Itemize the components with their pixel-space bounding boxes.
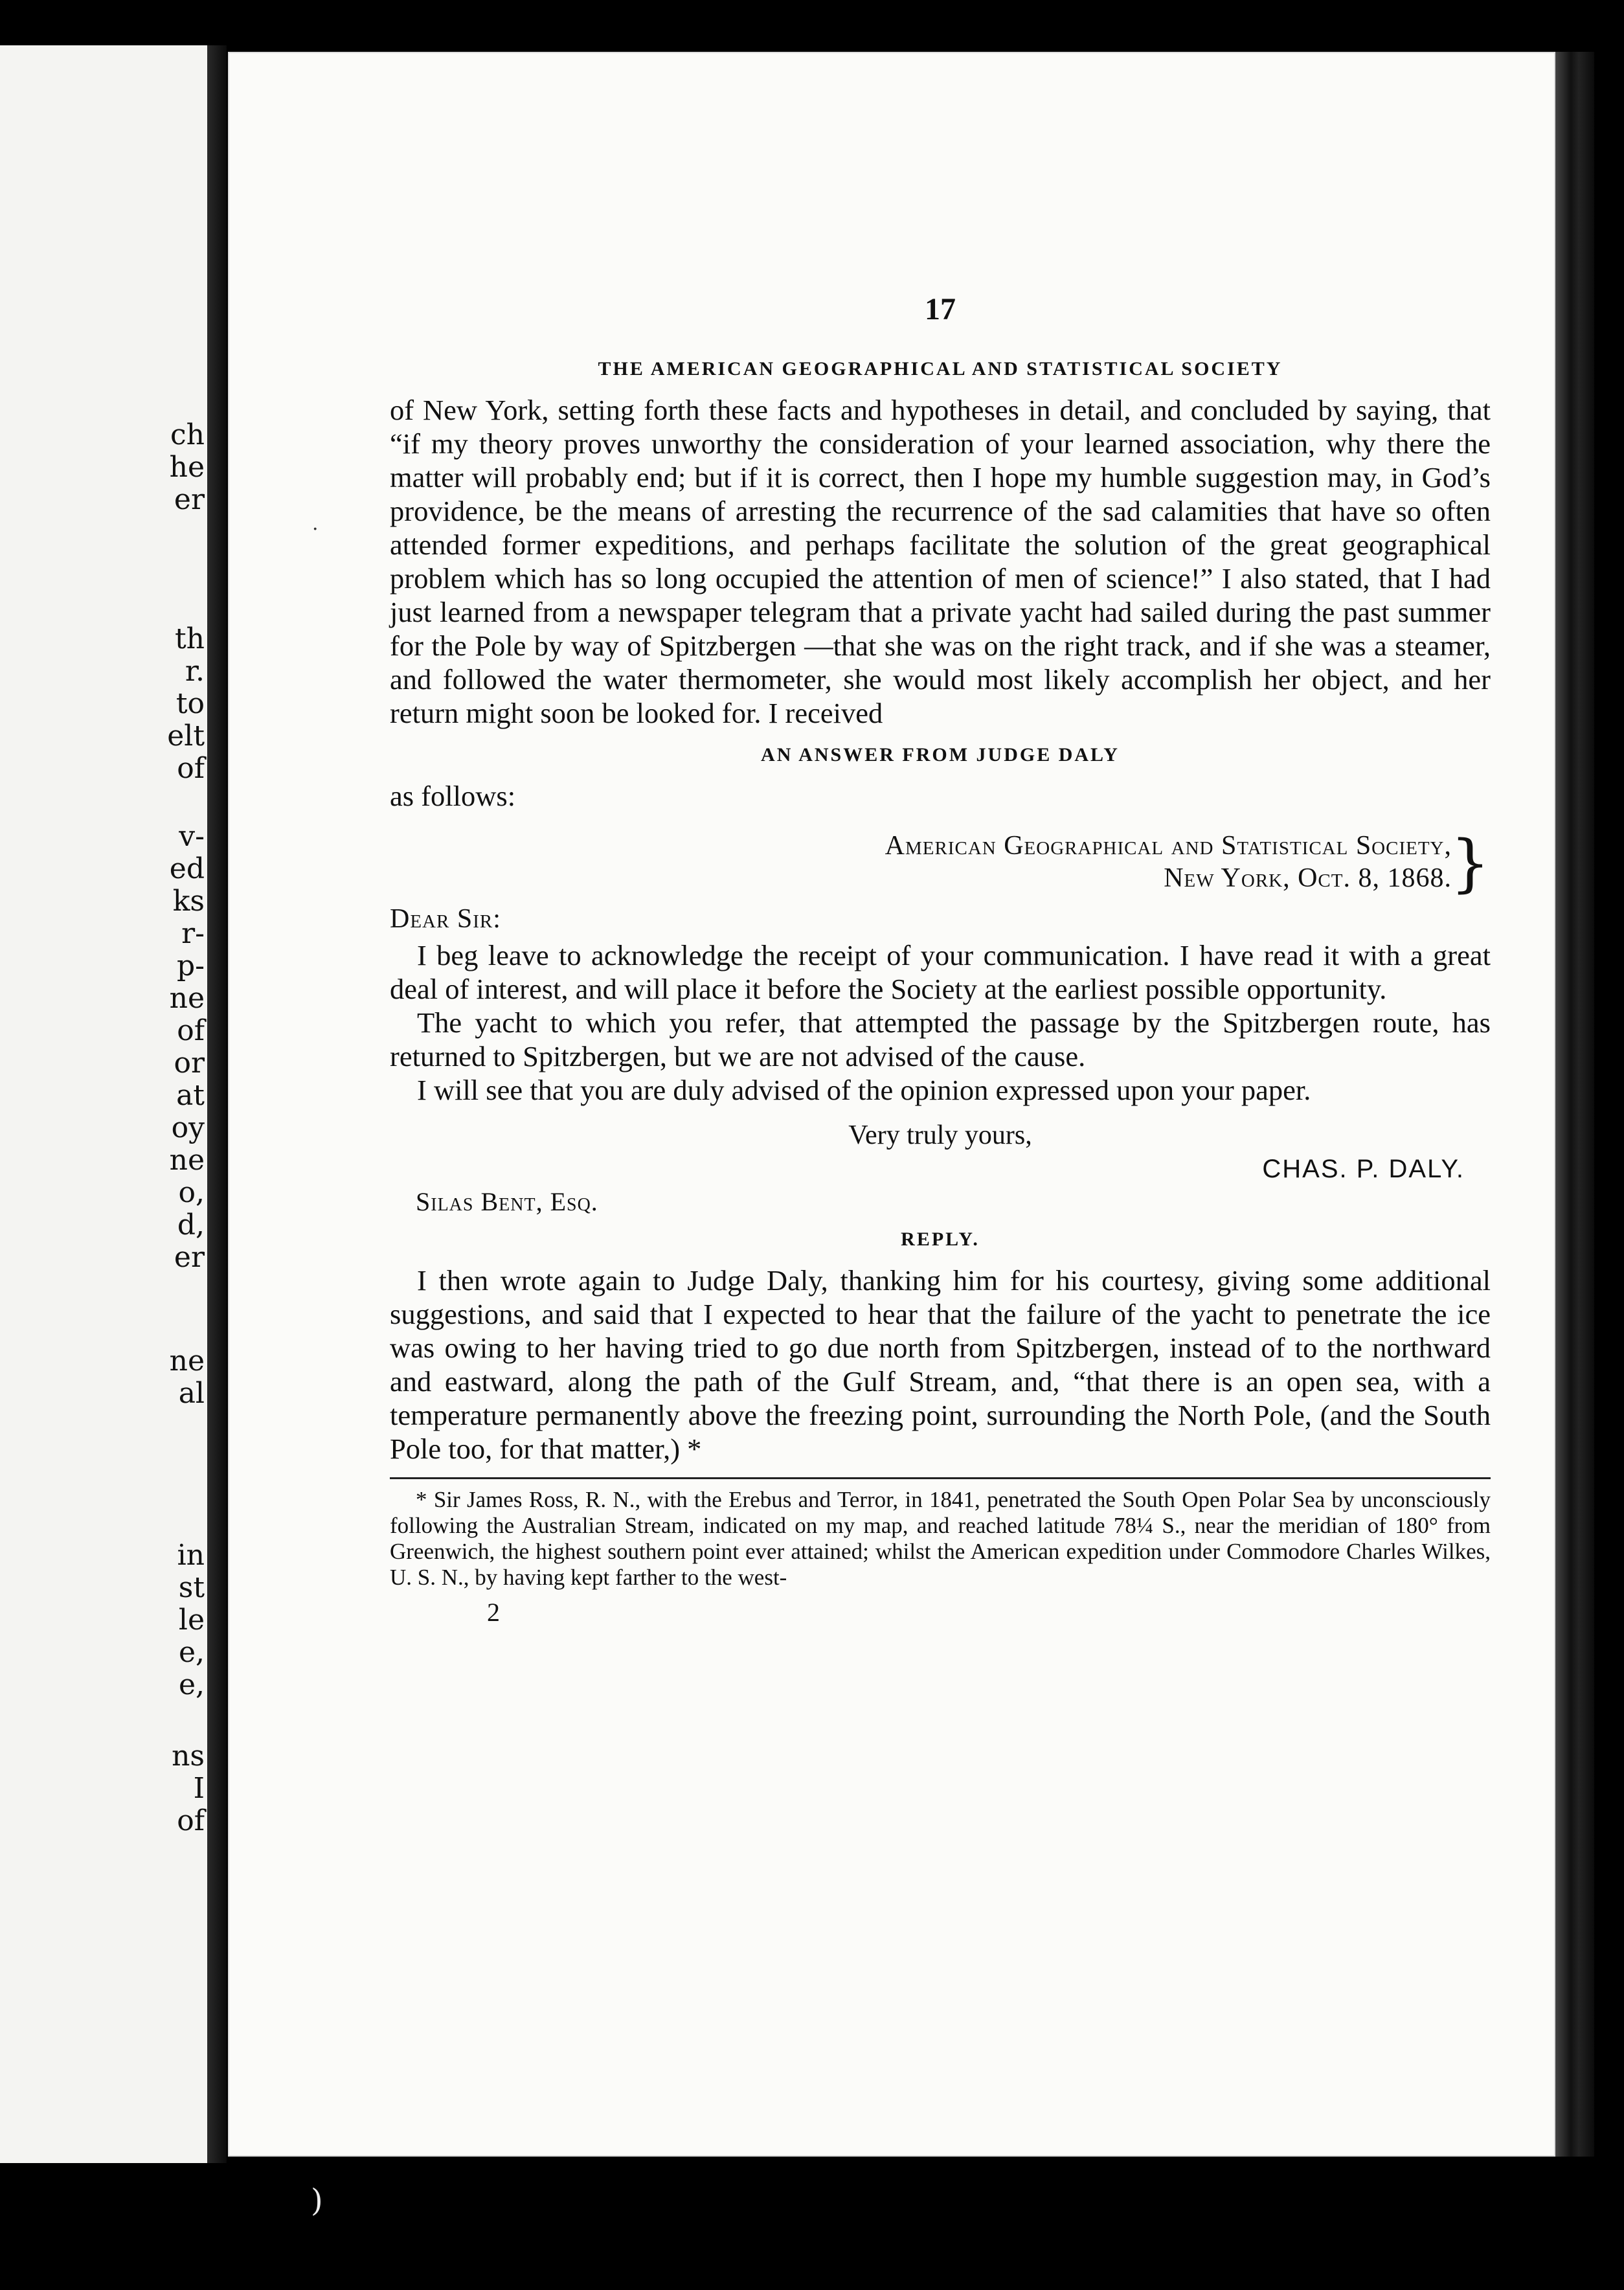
left-page-fragment: th [174, 622, 205, 655]
left-page-fragment: of [177, 1014, 205, 1047]
left-page-fragment: ne [169, 1344, 205, 1377]
letter-heading [390, 827, 1491, 900]
left-page-fragment: of [177, 1804, 205, 1837]
left-facing-page [0, 45, 207, 2163]
left-page-fragment: elt [167, 720, 205, 753]
paragraph-1: of New York, setting forth these facts and hypotheses in detail, and concluded by saying, that “if my theory proves unworthy the consideration of your learned association, why there the matter will probably end; but if it is correct, then I hope my humble suggestion may, in God’s providence, be the means of arresting the recurrence of the sad calamities that have so often attended former expeditions, and perhaps facilitate the solution of the great geographical problem which has so long occupied the attention of men of science!” I also stated, that I had just learned from a newspaper telegram that a private yacht had sailed during the past summer for the Pole by way of Spitzbergen —that she was on the right track, and if she was a steamer, and followed the water thermometer, she would most likely accomplish her object, and her return might soon be looked for. I received [390, 394, 1491, 729]
left-page-fragment: st [178, 1571, 205, 1604]
left-page-fragment: at [176, 1079, 205, 1112]
left-page-fragment: d, [177, 1208, 205, 1241]
letter-paragraph-2: The yacht to which you refer, that attempted the passage by the Spitzbergen route, has returned to Spitzbergen, but we are not advised of the cause. [390, 1006, 1491, 1072]
left-page-fragment: r. [185, 655, 205, 688]
left-page-fragment: ks [172, 885, 205, 918]
page-body [390, 291, 1491, 1627]
bottom-mark: ) [311, 2182, 323, 2219]
left-page-fragment: I [193, 1772, 205, 1805]
left-page-fragment: e, [178, 1668, 205, 1701]
section-heading-answer: AN ANSWER FROM JUDGE DALY [761, 744, 1120, 765]
as-follows: as follows: [390, 780, 516, 812]
page-number: 17 [925, 292, 956, 326]
left-page-fragment: to [175, 687, 205, 720]
letter-heading-date: New York, Oct. 8, 1868. [1164, 863, 1452, 893]
addressee: Silas Bent, Esq. [416, 1187, 598, 1216]
section-heading-reply: REPLY. [901, 1229, 980, 1250]
letter-heading-org: American Geographical and Statistical Society, [885, 831, 1452, 861]
gutter-shadow [207, 45, 227, 2163]
signature-mark: 2 [487, 1598, 500, 1627]
left-page-fragment: or [174, 1047, 205, 1080]
left-page-fragment: in [177, 1539, 205, 1572]
left-page-fragment: ed [169, 852, 205, 885]
left-page-fragment: ne [169, 982, 205, 1015]
page [228, 52, 1555, 2157]
salutation: Dear Sir: [390, 904, 501, 934]
left-page-fragment: p- [176, 949, 205, 982]
left-page-fragment: ch [170, 418, 205, 451]
right-page-edge [1555, 52, 1594, 2157]
left-page-fragment: ns [172, 1740, 205, 1773]
left-page-fragment: le [178, 1604, 205, 1637]
footnote: * Sir James Ross, R. N., with the Erebus and Terror, in 1841, penetrated the South Open Polar Sea by unconsciously following the Australian Stream, indicated on my map, and reached latitude 78¼ S., near the meridian of 180° from Greenwich, the highest southern point ever attained; whilst the American expedition under Commodore Charles Wilkes, U. S. N., by having kept farther to the west- [390, 1487, 1491, 1590]
brace-mark: } [1450, 827, 1491, 900]
running-head: THE AMERICAN GEOGRAPHICAL AND STATISTICAL SOCIETY [598, 358, 1283, 380]
left-page-fragment: o, [178, 1176, 205, 1209]
closing: Very truly yours, [848, 1120, 1032, 1150]
signature: CHAS. P. DALY. [1262, 1155, 1465, 1183]
left-page-fragment: er [174, 483, 205, 516]
reply-paragraph: I then wrote again to Judge Daly, thanking him for his courtesy, giving some additional suggestions, and said that I expected to hear that the failure of the yacht to penetrate the ice was owing to her having tried to go due north from Spitzbergen, instead of to the northward and eastward, along the path of the Gulf Stream, and, “that there is an open sea, with a temperature permanently above the freezing point, surrounding the North Pole, (and the South Pole too, for that matter,) * [390, 1264, 1491, 1465]
left-page-fragment: of [177, 752, 205, 785]
left-page-fragment: e, [178, 1636, 205, 1669]
left-page-fragment: ne [169, 1144, 205, 1177]
letter-paragraph-3: I will see that you are duly advised of the opinion expressed upon your paper. [417, 1074, 1311, 1106]
left-page-fragment: er [174, 1241, 205, 1274]
left-page-fragment: oy [171, 1111, 205, 1144]
left-page-fragment: al [178, 1377, 205, 1410]
letter-paragraph-1: I beg leave to acknowledge the receipt of your communication. I have read it with a great deal of interest, and will place it before the Society at the earliest possible opportunity. [390, 939, 1491, 1005]
left-page-fragment: he [169, 451, 205, 484]
footnote-rule [390, 1477, 1491, 1479]
margin-dot: · [312, 518, 319, 541]
left-page-fragment: r- [181, 917, 205, 950]
left-page-fragment: v- [179, 820, 205, 853]
